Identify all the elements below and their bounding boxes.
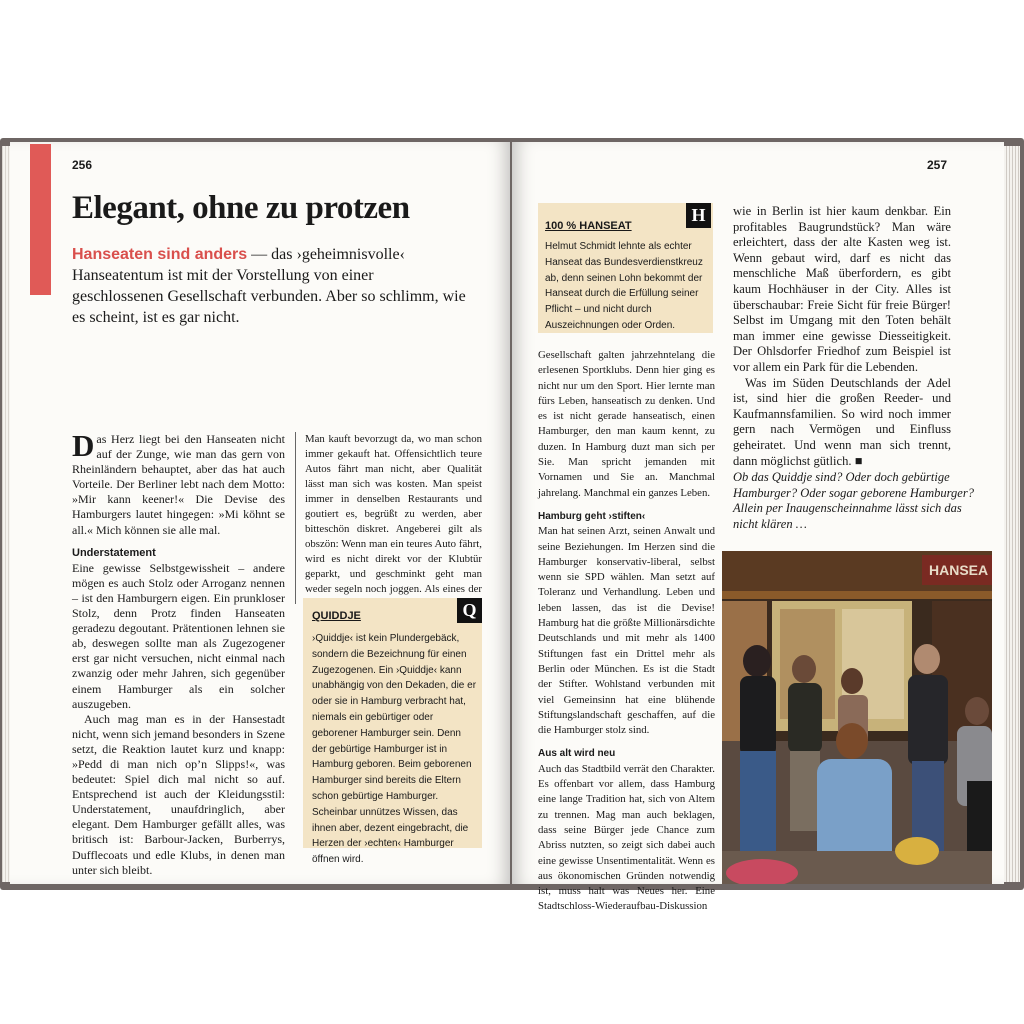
subheading-alt-neu: Aus alt wird neu [538,748,616,760]
left-column-1 [72,428,285,878]
body-paragraph: Gesellschaft galten jahrzehntelang die erlesenen Sportklubs. Denn hier ging es nicht nur um den Sport. Hier lernte man fürs Leben, hanseatisch zu denken. Und es ist nicht gerade hanseatisch, einen Hamburger, den man kaum kennt, zu duzen. In Hamburg duzt man sich per Sie. Man spricht jemanden mit Vornamen und Sie an. Manchmal jahrelang. Manchmal ein ganzes Leben. [538,349,715,499]
infobox-heading: 100 % HANSEAT [545,220,632,232]
subheading-stiften: Hamburg geht ›stiften‹ [538,510,646,522]
body-paragraph: Auch mag man es in der Hansestadt nicht, wenn sich jemand besonders in Szene setzt, die Reaktion lautet kurz und knapp: »Pedd di man nich op’n Slipps!«, was bedeutet: Spiel dich mal nicht so auf. Entsprechend ist auch der Kleidungsstil: Understatement, unaufdringlich, aber elegant. Dem Hamburger gefällt alles, was britisch ist: Barbour-Jacken, Burberrys, Dufflecoats und edle Klubs, in denen man unter sich bleibt. [72,711,285,877]
lead-paragraph [72,244,467,328]
lead-text: — das ›geheimnisvolle‹ Hanseatentum ist mit der Vorstellung von einer geschlossenen Gesellschaft verbunden. Aber so schlimm, wie es scheint, ist es gar nicht. [72,246,466,326]
body-paragraph: Man hat seinen Arzt, seinen Anwalt und seine Beziehungen. Im Herzen sind die Hamburger konservativ-liberal, selbst wenn sie SPD wählen. Man setzt auf Toleranz und Verhandlung. Leben und leben lassen, das ist die Devise! Hamburg hat die größte Millionärsdichte Deutschlands und mit mehr als 1400 Stiftungen fast ein Drittel mehr als Berlin oder München. Es ist die Stadt der Stifter. Wohlstand verbunden mit viel Gemeinsinn hat eine blühende Stiftungslandschaft geschaffen, auf die die Hamburger stolz sind. [538,525,715,737]
right-column-2 [733,204,951,469]
chapter-color-bar [30,144,51,295]
body-paragraph: wie in Berlin ist hier kaum denkbar. Ein profitables Baugrundstück? Man wäre erleichtert, dass der alte Kasten weg ist. Wenn gebaut wird, darf es nicht das menschliche Maß überfordern, es gibt kaum Hochhäuser in der City. Alles ist überschaubar: Freie Sicht für freie Bürger! Selbst im Umgang mit den Toten behält man immer eine gewisse Diesseitigkeit. Der Ohlsdorfer Friedhof zum Beispiel ist vor allem ein Park für die Lebenden. [733,204,951,374]
shop-sign-text: HANSEA [929,562,989,578]
hanseat-infobox [538,203,713,333]
lead-highlight: Hanseaten sind anders [72,246,248,263]
infobox-text: Helmut Schmidt lehnte als echter Hanseat das Bundesverdienstkreuz ab, denn seinen Lohn bekommt der Hanseat durch die Erfüllung seiner Pflicht – und nicht durch Auszeichnungen oder Orden. [545,241,703,331]
h-icon: H [686,203,711,228]
right-column-1 [538,348,715,915]
body-paragraph: as Herz liegt bei den Hanseaten nicht auf der Zunge, wie man das gern von Rheinländern behauptet, aber das hat auch Vorteile. Der Berliner lebt nach dem Motto: »Mir kann keener!« Die Devise des Hamburgers lautet hingegen: »Mi köhnt se all.« Mich können sie alle mal. [72,432,285,537]
body-paragraph: Man kauft bevorzugt da, wo man schon immer gekauft hat. Offensichtlich teure Autos fährt man nicht, aber Qualität lässt man sich was kosten. Man speist immer in denselben Restaurants und goutiert es, begrüßt zu werden, aber bitteschön diskret. Angeberei gilt als obszön: Wenn man ein teures Auto fährt, wird es nicht direkt vor der Klubtür geparkt, und geschminkt geht man weder segeln noch joggen. Als eines der [305,433,482,595]
page-number-right: 257 [927,158,948,172]
body-paragraph: Eine gewisse Selbstgewissheit – andere mögen es auch Stolz oder Arroganz nennen – ist den Hamburgern eigen. Ein prunkloser Stolz, denn Protz finden Hanseaten geradezu degoutant. Prätentionen lehnen sie ab, deswegen sollte man als Zugezogener erst gar nicht versuchen, nicht einmal nach zwanzig oder mehr Jahren, sich gegenüber einem Hamburger als ein solcher auszugeben. [72,560,285,711]
body-paragraph: Auch das Stadtbild verrät den Charakter. Es offenbart vor allem, dass Hamburg eine lange Tradition hat, sich von Altem zu trennen. Mag man auch beklagen, dass seine Bürger jede Chance zum Abriss nutzten, so zeigt sich dabei auch eine gewisse Unsentimentalität. Wenn es aus ökonomischen Gründen notwendig ist, muss halt was Neues her. Eine Stadtschloss-Wiederaufbau-Diskussion [538,762,715,913]
photo-caption: Ob das Quiddje sind? Oder doch gebürtige Hamburger? Oder sogar geborene Hamburger? Allein per Inaugenscheinnahme lässt sich das nicht klären … [733,470,974,531]
street-scene-photo [722,551,992,884]
quiddje-infobox [303,598,482,866]
page-title: Elegant, ohne zu protzen [72,190,410,226]
drop-cap: D [72,428,95,463]
left-column-2 [305,432,482,612]
infobox-text: ›Quiddje‹ ist kein Plundergebäck, sondern die Bezeichnung für einen Zugezogenen. Ein ›Quiddje‹ kann unabhängig von den Dekaden, die er oder sie in Hamburg verbracht hat, niemals ein gebürtiger oder geborener Hamburger sein. Denn der gebürtige Hamburger ist in Hamburg geboren. Beim geborenen Hamburger sind bereits die Eltern schon gebürtige Hamburger. Scheinbar unnützes Wissen, das ihnen aber, dezent eingebracht, die Herzen der ›echten‹ Hamburger öffnen wird. [312,633,477,866]
page-number-left: 256 [72,158,93,172]
infobox-heading: QUIDDJE [312,610,361,622]
subheading-understatement: Understatement [72,546,156,559]
page-edges-right [1004,146,1020,882]
body-paragraph: Was im Süden Deutschlands der Adel ist, sind hier die großen Reeder- und Kaufmannsfamilien. So wird noch immer gern nach Vermögen und Einfluss geheiratet. Und wenn man sich trennt, dann möglichst gütlich. ■ [733,375,951,468]
column-divider [295,432,296,604]
q-icon: Q [457,598,482,623]
